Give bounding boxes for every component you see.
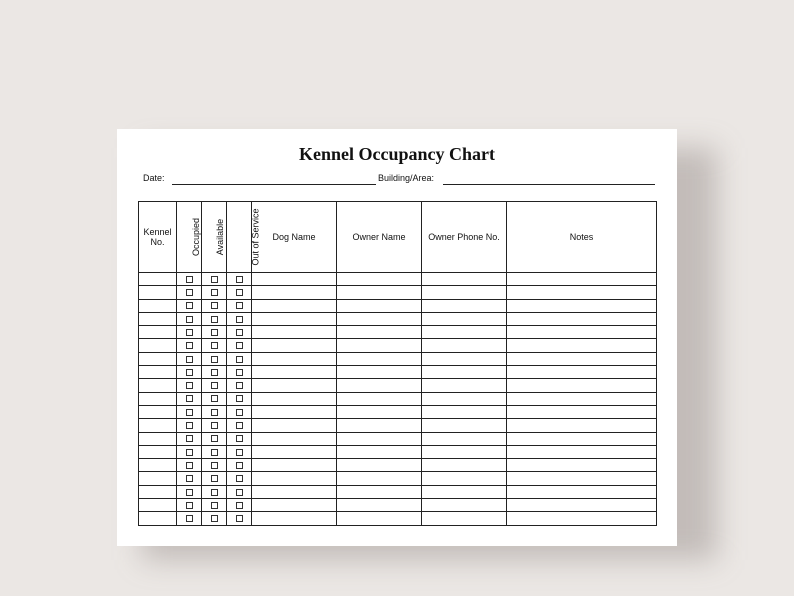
- occupied-checkbox[interactable]: [177, 419, 202, 432]
- dog-name-cell[interactable]: [252, 366, 337, 379]
- available-checkbox[interactable]: [202, 339, 227, 352]
- owner-phone-cell[interactable]: [422, 366, 507, 379]
- kennel-no-cell[interactable]: [139, 273, 177, 286]
- kennel-no-cell[interactable]: [139, 392, 177, 405]
- out-of-service-checkbox[interactable]: [227, 419, 252, 432]
- checkbox-icon[interactable]: [186, 382, 193, 389]
- col-notes: Notes: [507, 202, 657, 273]
- table-row: [139, 419, 657, 432]
- checkbox-icon[interactable]: [186, 302, 193, 309]
- checkbox-icon[interactable]: [236, 502, 243, 509]
- checkbox-icon[interactable]: [186, 356, 193, 363]
- kennel-no-cell[interactable]: [139, 419, 177, 432]
- dog-name-cell[interactable]: [252, 405, 337, 418]
- checkbox-icon[interactable]: [186, 342, 193, 349]
- available-checkbox[interactable]: [202, 499, 227, 512]
- available-checkbox[interactable]: [202, 379, 227, 392]
- col-kennel-no: Kennel No.: [139, 202, 177, 273]
- dog-name-cell[interactable]: [252, 273, 337, 286]
- kennel-no-cell[interactable]: [139, 485, 177, 498]
- owner-phone-cell[interactable]: [422, 485, 507, 498]
- page-title: Kennel Occupancy Chart: [299, 144, 495, 164]
- kennel-no-cell[interactable]: [139, 299, 177, 312]
- owner-phone-cell[interactable]: [422, 432, 507, 445]
- out-of-service-checkbox[interactable]: [227, 432, 252, 445]
- occupied-checkbox[interactable]: [177, 485, 202, 498]
- checkbox-icon[interactable]: [186, 409, 193, 416]
- table-row: [139, 499, 657, 512]
- available-checkbox[interactable]: [202, 312, 227, 325]
- owner-name-cell[interactable]: [337, 326, 422, 339]
- kennel-no-cell[interactable]: [139, 312, 177, 325]
- dog-name-cell[interactable]: [252, 352, 337, 365]
- occupied-checkbox[interactable]: [177, 432, 202, 445]
- dog-name-cell[interactable]: [252, 459, 337, 472]
- notes-cell[interactable]: [507, 392, 657, 405]
- table-row: [139, 459, 657, 472]
- col-available: [202, 202, 227, 273]
- dog-name-cell[interactable]: [252, 299, 337, 312]
- table-row: [139, 432, 657, 445]
- checkbox-icon[interactable]: [186, 276, 193, 283]
- checkbox-icon[interactable]: [211, 369, 218, 376]
- owner-phone-cell[interactable]: [422, 459, 507, 472]
- kennel-no-cell[interactable]: [139, 379, 177, 392]
- checkbox-icon[interactable]: [186, 395, 193, 402]
- notes-cell[interactable]: [507, 485, 657, 498]
- occupied-checkbox[interactable]: [177, 459, 202, 472]
- available-checkbox[interactable]: [202, 459, 227, 472]
- checkbox-icon[interactable]: [211, 449, 218, 456]
- available-checkbox[interactable]: [202, 432, 227, 445]
- checkbox-icon[interactable]: [236, 422, 243, 429]
- owner-phone-cell[interactable]: [422, 299, 507, 312]
- header-row: [139, 202, 657, 273]
- out-of-service-checkbox[interactable]: [227, 286, 252, 299]
- table-body: [139, 273, 657, 526]
- dog-name-cell[interactable]: [252, 512, 337, 525]
- notes-cell[interactable]: [507, 379, 657, 392]
- checkbox-icon[interactable]: [186, 329, 193, 336]
- out-of-service-checkbox[interactable]: [227, 299, 252, 312]
- notes-cell[interactable]: [507, 339, 657, 352]
- owner-name-cell[interactable]: [337, 445, 422, 458]
- owner-phone-cell[interactable]: [422, 379, 507, 392]
- checkbox-icon[interactable]: [186, 316, 193, 323]
- out-of-service-header: Out of Service: [250, 208, 261, 266]
- available-header: Available: [215, 218, 226, 256]
- dog-name-cell[interactable]: [252, 392, 337, 405]
- checkbox-icon[interactable]: [186, 489, 193, 496]
- checkbox-icon[interactable]: [236, 435, 243, 442]
- checkbox-icon[interactable]: [211, 395, 218, 402]
- out-of-service-checkbox[interactable]: [227, 472, 252, 485]
- available-checkbox[interactable]: [202, 299, 227, 312]
- kennel-no-cell[interactable]: [139, 445, 177, 458]
- owner-phone-cell[interactable]: [422, 339, 507, 352]
- document-sheet: [117, 129, 677, 546]
- checkbox-icon[interactable]: [186, 475, 193, 482]
- checkbox-icon[interactable]: [236, 302, 243, 309]
- occupied-checkbox[interactable]: [177, 445, 202, 458]
- checkbox-icon[interactable]: [236, 409, 243, 416]
- available-checkbox[interactable]: [202, 445, 227, 458]
- owner-name-cell[interactable]: [337, 352, 422, 365]
- kennel-no-cell[interactable]: [139, 286, 177, 299]
- checkbox-icon[interactable]: [211, 316, 218, 323]
- checkbox-icon[interactable]: [186, 449, 193, 456]
- table-row: [139, 339, 657, 352]
- available-checkbox[interactable]: [202, 273, 227, 286]
- notes-cell[interactable]: [507, 299, 657, 312]
- checkbox-icon[interactable]: [186, 422, 193, 429]
- out-of-service-checkbox[interactable]: [227, 485, 252, 498]
- owner-phone-cell[interactable]: [422, 419, 507, 432]
- owner-name-cell[interactable]: [337, 379, 422, 392]
- col-dog-name: Dog Name: [252, 202, 337, 273]
- header-fields: [143, 171, 655, 187]
- occupied-checkbox[interactable]: [177, 326, 202, 339]
- available-checkbox[interactable]: [202, 286, 227, 299]
- available-checkbox[interactable]: [202, 366, 227, 379]
- out-of-service-checkbox[interactable]: [227, 499, 252, 512]
- owner-phone-cell[interactable]: [422, 286, 507, 299]
- owner-phone-cell[interactable]: [422, 445, 507, 458]
- occupied-checkbox[interactable]: [177, 339, 202, 352]
- owner-phone-cell[interactable]: [422, 352, 507, 365]
- notes-cell[interactable]: [507, 273, 657, 286]
- dog-name-cell[interactable]: [252, 326, 337, 339]
- owner-name-cell[interactable]: [337, 485, 422, 498]
- checkbox-icon[interactable]: [236, 475, 243, 482]
- table-row: [139, 286, 657, 299]
- owner-phone-cell[interactable]: [422, 326, 507, 339]
- available-checkbox[interactable]: [202, 326, 227, 339]
- available-checkbox[interactable]: [202, 392, 227, 405]
- owner-name-cell[interactable]: [337, 286, 422, 299]
- checkbox-icon[interactable]: [211, 462, 218, 469]
- kennel-no-cell[interactable]: [139, 326, 177, 339]
- out-of-service-checkbox[interactable]: [227, 273, 252, 286]
- occupied-checkbox[interactable]: [177, 273, 202, 286]
- checkbox-icon[interactable]: [236, 316, 243, 323]
- out-of-service-checkbox[interactable]: [227, 352, 252, 365]
- dog-name-cell[interactable]: [252, 419, 337, 432]
- kennel-no-cell[interactable]: [139, 405, 177, 418]
- owner-name-cell[interactable]: [337, 432, 422, 445]
- dog-name-cell[interactable]: [252, 445, 337, 458]
- occupied-checkbox[interactable]: [177, 352, 202, 365]
- checkbox-icon[interactable]: [211, 382, 218, 389]
- occupied-checkbox[interactable]: [177, 512, 202, 525]
- owner-name-cell[interactable]: [337, 273, 422, 286]
- checkbox-icon[interactable]: [186, 515, 193, 522]
- out-of-service-checkbox[interactable]: [227, 339, 252, 352]
- table-row: [139, 366, 657, 379]
- checkbox-icon[interactable]: [186, 462, 193, 469]
- occupied-checkbox[interactable]: [177, 366, 202, 379]
- checkbox-icon[interactable]: [211, 435, 218, 442]
- notes-cell[interactable]: [507, 445, 657, 458]
- checkbox-icon[interactable]: [236, 342, 243, 349]
- checkbox-icon[interactable]: [211, 342, 218, 349]
- dog-name-cell[interactable]: [252, 339, 337, 352]
- occupied-checkbox[interactable]: [177, 392, 202, 405]
- owner-phone-cell[interactable]: [422, 512, 507, 525]
- checkbox-icon[interactable]: [236, 462, 243, 469]
- owner-name-cell[interactable]: [337, 499, 422, 512]
- checkbox-icon[interactable]: [186, 502, 193, 509]
- occupied-checkbox[interactable]: [177, 286, 202, 299]
- kennel-no-cell[interactable]: [139, 472, 177, 485]
- checkbox-icon[interactable]: [211, 422, 218, 429]
- table-row: [139, 392, 657, 405]
- notes-cell[interactable]: [507, 499, 657, 512]
- table-row: [139, 472, 657, 485]
- checkbox-icon[interactable]: [211, 489, 218, 496]
- checkbox-icon[interactable]: [186, 435, 193, 442]
- building-label: Building/Area:: [378, 173, 435, 183]
- table-row: [139, 273, 657, 286]
- owner-phone-cell[interactable]: [422, 472, 507, 485]
- checkbox-icon[interactable]: [211, 356, 218, 363]
- occupied-checkbox[interactable]: [177, 405, 202, 418]
- checkbox-icon[interactable]: [236, 449, 243, 456]
- available-checkbox[interactable]: [202, 419, 227, 432]
- checkbox-icon[interactable]: [236, 289, 243, 296]
- notes-cell[interactable]: [507, 286, 657, 299]
- owner-name-cell[interactable]: [337, 472, 422, 485]
- checkbox-icon[interactable]: [236, 395, 243, 402]
- kennel-no-cell[interactable]: [139, 352, 177, 365]
- date-field-line[interactable]: [172, 184, 376, 185]
- occupied-checkbox[interactable]: [177, 472, 202, 485]
- checkbox-icon[interactable]: [211, 515, 218, 522]
- kennel-no-cell[interactable]: [139, 432, 177, 445]
- owner-phone-cell[interactable]: [422, 405, 507, 418]
- checkbox-icon[interactable]: [211, 289, 218, 296]
- table-row: [139, 485, 657, 498]
- checkbox-icon[interactable]: [211, 276, 218, 283]
- owner-name-cell[interactable]: [337, 405, 422, 418]
- table-row: [139, 299, 657, 312]
- out-of-service-checkbox[interactable]: [227, 512, 252, 525]
- notes-cell[interactable]: [507, 432, 657, 445]
- notes-cell[interactable]: [507, 459, 657, 472]
- dog-name-cell[interactable]: [252, 286, 337, 299]
- checkbox-icon[interactable]: [211, 409, 218, 416]
- out-of-service-checkbox[interactable]: [227, 379, 252, 392]
- notes-cell[interactable]: [507, 419, 657, 432]
- table-row: [139, 312, 657, 325]
- notes-cell[interactable]: [507, 326, 657, 339]
- owner-name-cell[interactable]: [337, 392, 422, 405]
- col-out-of-service: [227, 202, 261, 273]
- owner-phone-cell[interactable]: [422, 499, 507, 512]
- owner-name-cell[interactable]: [337, 299, 422, 312]
- available-checkbox[interactable]: [202, 485, 227, 498]
- kennel-no-cell[interactable]: [139, 339, 177, 352]
- notes-cell[interactable]: [507, 312, 657, 325]
- owner-name-cell[interactable]: [337, 312, 422, 325]
- dog-name-cell[interactable]: [252, 472, 337, 485]
- owner-name-cell[interactable]: [337, 339, 422, 352]
- building-field-line[interactable]: [443, 184, 655, 185]
- owner-phone-cell[interactable]: [422, 392, 507, 405]
- occupied-checkbox[interactable]: [177, 312, 202, 325]
- dog-name-cell[interactable]: [252, 432, 337, 445]
- checkbox-icon[interactable]: [211, 302, 218, 309]
- table-row: [139, 512, 657, 525]
- owner-name-cell[interactable]: [337, 419, 422, 432]
- owner-name-cell[interactable]: [337, 366, 422, 379]
- out-of-service-checkbox[interactable]: [227, 405, 252, 418]
- table-row: [139, 445, 657, 458]
- checkbox-icon[interactable]: [211, 329, 218, 336]
- notes-cell[interactable]: [507, 472, 657, 485]
- owner-name-cell[interactable]: [337, 512, 422, 525]
- checkbox-icon[interactable]: [236, 329, 243, 336]
- notes-cell[interactable]: [507, 405, 657, 418]
- checkbox-icon[interactable]: [236, 515, 243, 522]
- checkbox-icon[interactable]: [236, 489, 243, 496]
- available-checkbox[interactable]: [202, 512, 227, 525]
- owner-phone-cell[interactable]: [422, 312, 507, 325]
- owner-phone-cell[interactable]: [422, 273, 507, 286]
- owner-name-cell[interactable]: [337, 459, 422, 472]
- occupied-checkbox[interactable]: [177, 379, 202, 392]
- occupancy-table: [138, 201, 657, 526]
- kennel-no-cell[interactable]: [139, 499, 177, 512]
- dog-name-cell[interactable]: [252, 379, 337, 392]
- table-row: [139, 326, 657, 339]
- out-of-service-checkbox[interactable]: [227, 459, 252, 472]
- checkbox-icon[interactable]: [236, 356, 243, 363]
- table-row: [139, 405, 657, 418]
- checkbox-icon[interactable]: [186, 289, 193, 296]
- dog-name-cell[interactable]: [252, 312, 337, 325]
- dog-name-cell[interactable]: [252, 499, 337, 512]
- kennel-no-cell[interactable]: [139, 459, 177, 472]
- notes-cell[interactable]: [507, 512, 657, 525]
- checkbox-icon[interactable]: [211, 475, 218, 482]
- occupied-checkbox[interactable]: [177, 499, 202, 512]
- checkbox-icon[interactable]: [236, 276, 243, 283]
- date-label: Date:: [143, 173, 165, 183]
- notes-cell[interactable]: [507, 352, 657, 365]
- col-occupied: [177, 202, 202, 273]
- out-of-service-checkbox[interactable]: [227, 326, 252, 339]
- available-checkbox[interactable]: [202, 352, 227, 365]
- available-checkbox[interactable]: [202, 472, 227, 485]
- kennel-no-cell[interactable]: [139, 366, 177, 379]
- notes-cell[interactable]: [507, 366, 657, 379]
- checkbox-icon[interactable]: [236, 369, 243, 376]
- out-of-service-checkbox[interactable]: [227, 445, 252, 458]
- checkbox-icon[interactable]: [186, 369, 193, 376]
- kennel-no-cell[interactable]: [139, 512, 177, 525]
- out-of-service-checkbox[interactable]: [227, 366, 252, 379]
- out-of-service-checkbox[interactable]: [227, 392, 252, 405]
- table-row: [139, 352, 657, 365]
- out-of-service-checkbox[interactable]: [227, 312, 252, 325]
- checkbox-icon[interactable]: [236, 382, 243, 389]
- occupied-checkbox[interactable]: [177, 299, 202, 312]
- available-checkbox[interactable]: [202, 405, 227, 418]
- col-owner-name: Owner Name: [337, 202, 422, 273]
- checkbox-icon[interactable]: [211, 502, 218, 509]
- dog-name-cell[interactable]: [252, 485, 337, 498]
- col-owner-phone: Owner Phone No.: [422, 202, 507, 273]
- occupied-header: Occupied: [191, 217, 202, 257]
- table-row: [139, 379, 657, 392]
